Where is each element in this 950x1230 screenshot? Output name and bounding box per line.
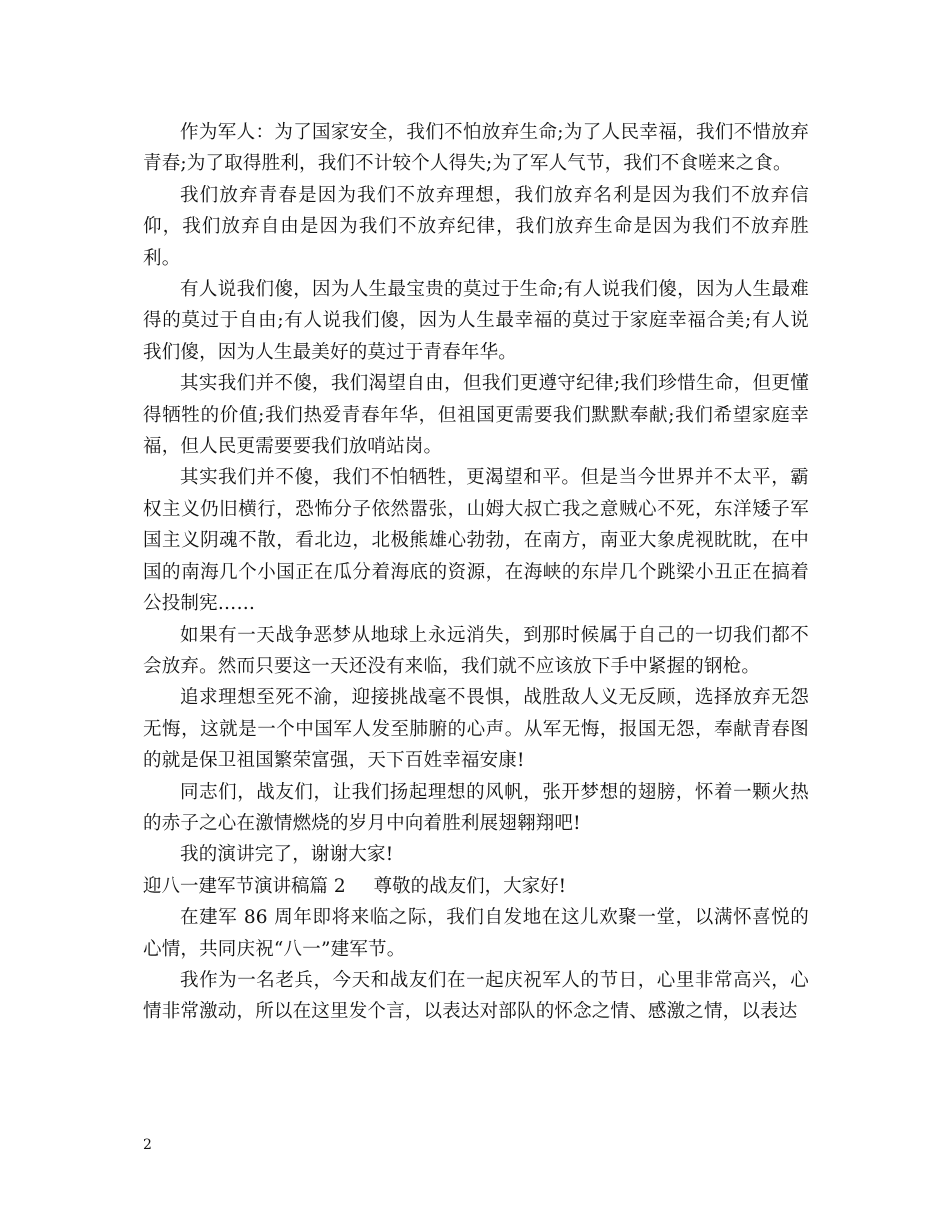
paragraph: 我的演讲完了，谢谢大家! — [180, 844, 394, 866]
paragraph: 有人说我们傻，因为人生最宝贵的莫过于生命;有人说我们傻，因为人生最难得的莫过于自由;有人说我们傻，因为人生最幸福的莫过于家庭幸福合美;有人说我们傻，因为人生最美好的莫过于青春年华。 — [143, 279, 809, 363]
section-heading-line — [143, 871, 809, 902]
paragraph: 如果有一天战争恶梦从地球上永远消失，到那时候属于自己的一切我们都不会放弃。然而只要这一天还没有来临，我们就不应该放下手中紧握的钢枪。 — [143, 624, 809, 677]
paragraph: 其实我们并不傻，我们渴望自由，但我们更遵守纪律;我们珍惜生命，但更懂得牺牲的价值;我们热爱青春年华，但祖国更需要我们默默奉献;我们希望家庭幸福，但人民更需要要我们放哨站岗。 — [143, 373, 809, 458]
paragraph: 在建军 86 周年即将来临之际，我们自发地在这儿欢聚一堂，以满怀喜悦的心情，共同庆祝“八一”建军节。 — [143, 907, 809, 960]
paragraph: 其实我们并不傻，我们不怕牺牲，更渴望和平。但是当今世界并不太平，霸权主义仍旧横行，恐怖分子依然嚣张，山姆大叔亡我之意贼心不死，东洋矮子军国主义阴魂不散，看北边，北极熊雄心勃勃，在南方，南亚大象虎视眈眈，在中国的南海几个小国正在瓜分着海底的资源，在海峡的东岸几个跳梁小丑正在搞着公投制宪…… — [143, 467, 809, 615]
paragraph: 我作为一名老兵，今天和战友们在一起庆祝军人的节日，心里非常高兴，心情非常激动，所以在这里发个言，以表达对部队的怀念之情、感激之情，以表达 — [143, 969, 809, 1023]
paragraph: 我们放弃青春是因为我们不放弃理想，我们放弃名利是因为我们不放弃信仰，我们放弃自由是因为我们不放弃纪律，我们放弃生命是因为我们不放弃胜利。 — [143, 184, 809, 269]
page-number: 2 — [143, 1137, 152, 1153]
section-title: 迎八一建军节演讲稿篇 2 — [143, 875, 346, 897]
paragraph: 同志们，战友们，让我们扬起理想的风帆，张开梦想的翅膀，怀着一颗火热的赤子之心在激情燃烧的岁月中向着胜利展翅翱翔吧! — [143, 781, 809, 834]
paragraph: 作为军人：为了国家安全，我们不怕放弃生命;为了人民幸福，我们不惜放弃青春;为了取得胜利，我们不计较个人得失;为了军人气节，我们不食嗟来之食。 — [143, 122, 809, 175]
section-greeting: 尊敬的战友们，大家好! — [373, 875, 567, 897]
paragraph: 追求理想至死不渝，迎接挑战毫不畏惧，战胜敌人义无反顾，选择放弃无怨无悔，这就是一个中国军人发至肺腑的心声。从军无悔，报国无怨，奉献青春图的就是保卫祖国繁荣富强，天下百姓幸福安康! — [143, 687, 809, 772]
document-body — [143, 117, 809, 1028]
